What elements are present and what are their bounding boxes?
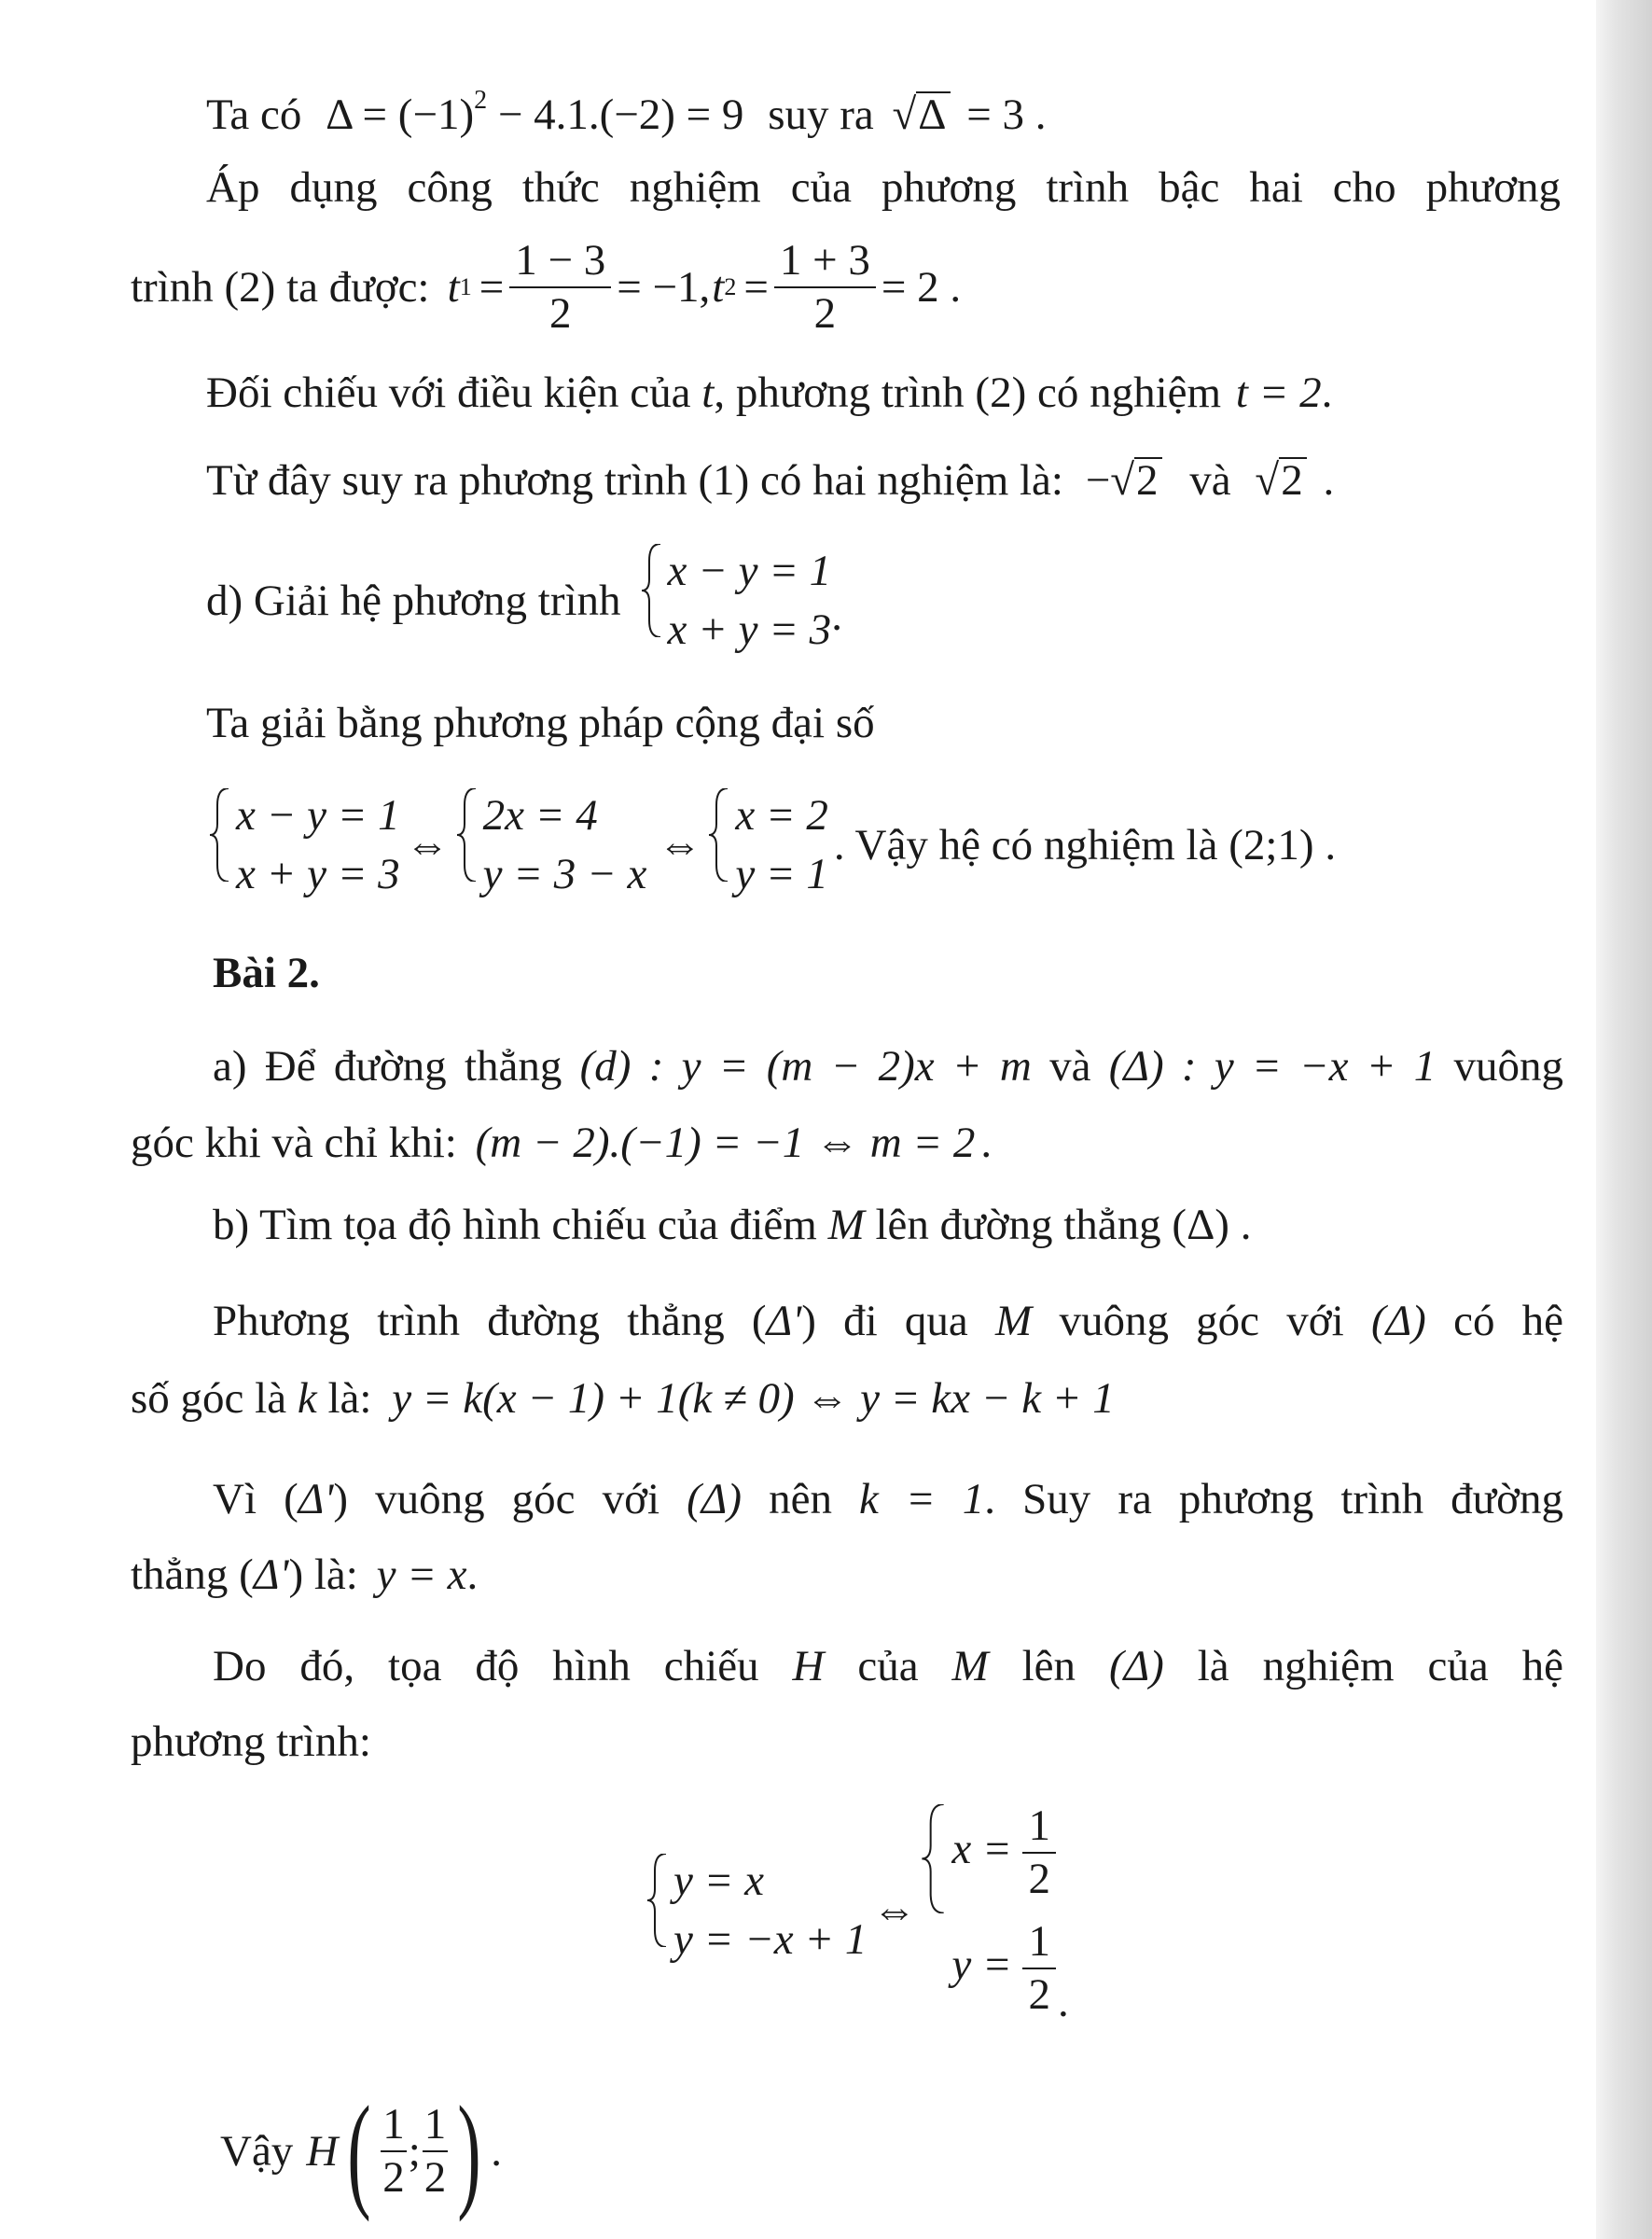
fraction-t1: $\frac{1 - 3}{2}$ [509, 239, 611, 336]
line-2a: a) Để đường thẳng (d) : y = (m − 2)x + m và (Δ) : y = −x + 1 vuông [213, 1042, 1564, 1091]
line-phuong-trinh: phương trình: [131, 1717, 371, 1766]
line-apply-formula: Áp dụng công thức nghiệm của phương trình bậc hai cho phương [206, 163, 1561, 212]
system-d: x − y = 1 x + y = 3 [638, 542, 832, 661]
system-solution: x = $\frac{1}{2}$ y = $\frac{1}{2}$ [918, 1802, 1056, 2019]
line-slope: số góc là k là: y = k(x − 1) + 1(k ≠ 0) ⇔ y = kx − k + 1 [131, 1374, 1115, 1423]
line-system-steps: x − y = 1 x + y = 3 ⇔ 2x = 4 y = 3 − x ⇔ x = 2 y = 1 . Vậy hệ có nghiệm là (2;1) . [206, 780, 1336, 911]
line-2a-cond: góc khi và chỉ khi: (m − 2).(−1) = −1 ⇔ m = 2 . [131, 1119, 993, 1167]
page-edge-shadow [1596, 0, 1652, 2239]
line-delta-prime-eq: Phương trình đường thẳng (Δ') đi qua M vuông góc với (Δ) có hệ [213, 1297, 1564, 1345]
brace-icon [707, 788, 729, 882]
section-heading-bai-2: Bài 2. [213, 949, 320, 997]
brace-icon [640, 544, 662, 637]
brace-icon [646, 1854, 668, 1947]
line-perpendicular: Vì (Δ') vuông góc với (Δ) nên k = 1. Suy ra phương trình đường [213, 1475, 1563, 1523]
system-H: y = x y = −x + 1 [644, 1852, 867, 1970]
line-result-H: Vậy H ( $\frac{1}{2}$ ; $\frac{1}{2}$ ) . [220, 2079, 503, 2222]
line-2b: b) Tìm tọa độ hình chiếu của điểm M lên đường thẳng (Δ) . [213, 1201, 1252, 1249]
system-step-1: x − y = 1 x + y = 3 [206, 786, 400, 905]
line-delta: Ta có $\Delta = (-1)^2 - 4.1.(-2) = 9$ suy ra √Δ = 3 . [206, 86, 1047, 139]
line-delta-prime-result: thẳng (Δ') là: y = x. [131, 1551, 479, 1599]
system-step-3: x = 2 y = 1 [705, 786, 828, 905]
system-step-2: 2x = 4 y = 3 − x [453, 786, 647, 905]
line-solve-system: d) Giải hệ phương trình x − y = 1 x + y = 3 . [206, 535, 842, 666]
brace-icon [920, 1804, 946, 1913]
line-roots-t: trình (2) ta được: t 1 = $\frac{1 - 3}{2}$ = −1, t 2 = $\frac{1 + 3}{2}$ = 2 . [131, 236, 962, 338]
line-condition-t: Đối chiếu với điều kiện của t, phương trình (2) có nghiệm t = 2. [206, 369, 1333, 417]
line-projection: Do đó, tọa độ hình chiếu H của M lên (Δ) là nghiệm của hệ [213, 1642, 1563, 1690]
line-method: Ta giải bằng phương pháp cộng đại số [206, 699, 875, 747]
brace-icon [208, 788, 230, 882]
brace-icon [455, 788, 478, 882]
fraction-hx: $\frac{1}{2}$ [382, 2100, 405, 2202]
fraction-t2: $\frac{1 + 3}{2}$ [774, 239, 876, 336]
line-final-system: y = x y = −x + 1 ⇔ x = $\frac{1}{2}$ y = $\frac{1}{2}$ . [644, 1789, 1069, 2032]
fraction-hy: $\frac{1}{2}$ [423, 2100, 447, 2202]
line-roots-eq1: Từ đây suy ra phương trình (1) có hai nghiệm là: −√2 và √2 . [206, 456, 1335, 505]
